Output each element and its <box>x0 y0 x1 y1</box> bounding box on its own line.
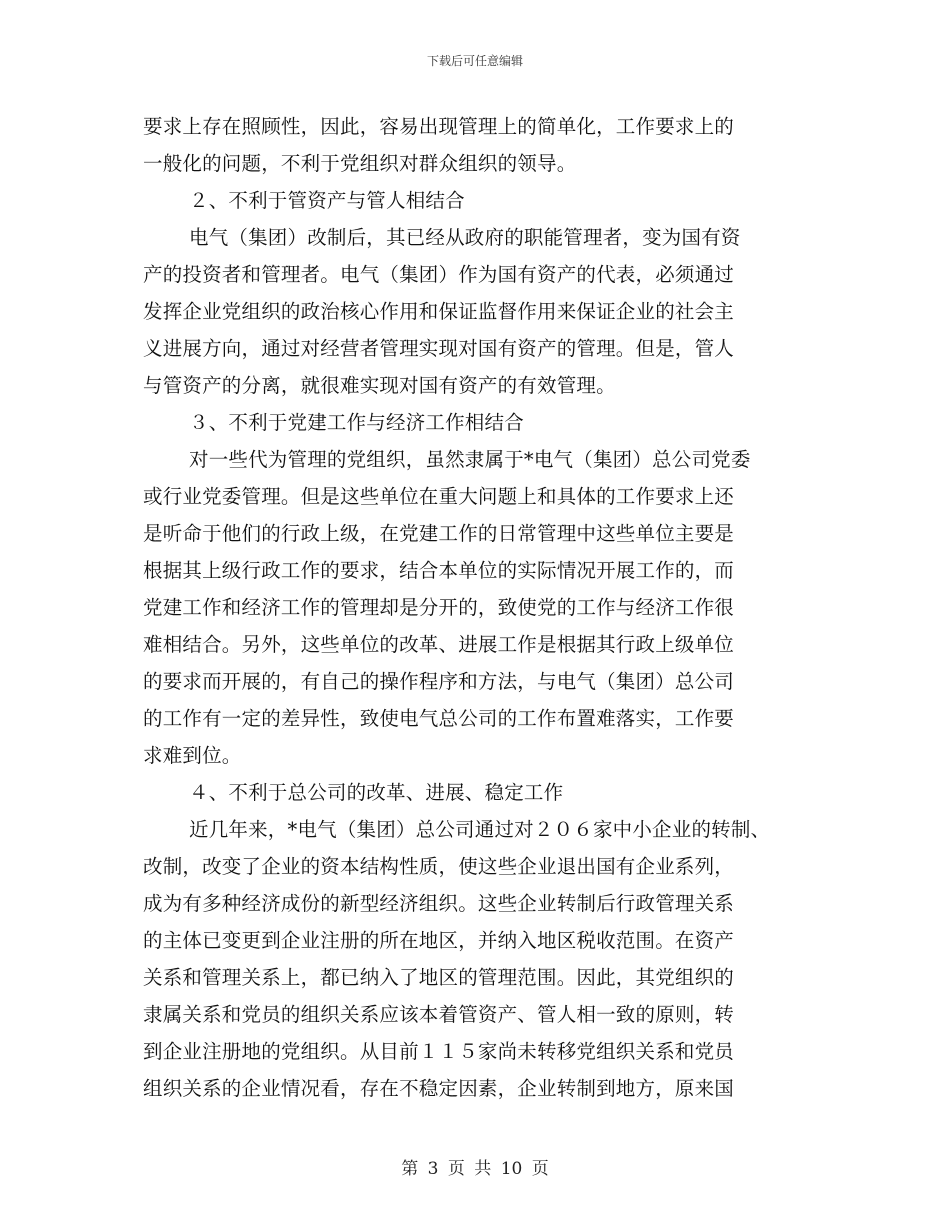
text-line: ４、不利于总公司的改革、进展、稳定工作 <box>189 781 564 804</box>
text-line: ２、不利于管资产与管人相结合 <box>189 189 465 212</box>
text-line: 的主体已变更到企业注册的所在地区，并纳入地区税收范围。在资产 <box>143 929 735 952</box>
page-header: 下载后可任意编辑 <box>426 54 523 68</box>
text-line: 的要求而开展的，有自己的操作程序和方法，与电气（集团）总公司 <box>143 670 735 693</box>
document-body <box>143 108 823 1107</box>
text-line: 求难到位。 <box>143 744 242 767</box>
text-line: 根据其上级行政工作的要求，结合本单位的实际情况开展工作的，而 <box>143 559 735 582</box>
text-line: ３、不利于党建工作与经济工作相结合 <box>189 411 524 434</box>
text-line: 成为有多种经济成份的新型经济组织。这些企业转制后行政管理关系 <box>143 892 735 915</box>
page-footer: 第 3 页 共 10 页 <box>401 1159 549 1179</box>
text-line: 与管资产的分离，就很难实现对国有资产的有效管理。 <box>143 374 616 397</box>
text-line: 的工作有一定的差异性，致使电气总公司的工作布置难落实，工作要 <box>143 707 735 730</box>
text-line: 义进展方向，通过对经营者管理实现对国有资产的管理。但是，管人 <box>143 337 735 360</box>
text-line: 难相结合。另外，这些单位的改革、进展工作是根据其行政上级单位 <box>143 633 735 656</box>
text-line: 隶属关系和党员的组织关系应该本着管资产、管人相一致的原则，转 <box>143 1003 735 1026</box>
text-line: 发挥企业党组织的政治核心作用和保证监督作用来保证企业的社会主 <box>143 300 735 323</box>
text-line: 到企业注册地的党组织。从目前１１５家尚未转移党组织关系和党员 <box>143 1040 735 1063</box>
text-line: 近几年来，*电气（集团）总公司通过对２０６家中小企业的转制、 <box>189 818 771 841</box>
text-line: 党建工作和经济工作的管理却是分开的，致使党的工作与经济工作很 <box>143 596 735 619</box>
text-line: 要求上存在照顾性，因此，容易出现管理上的简单化，工作要求上的 <box>143 115 735 138</box>
text-line: 关系和管理关系上，都已纳入了地区的管理范围。因此，其党组织的 <box>143 966 735 989</box>
text-line: 一般化的问题，不利于党组织对群众组织的领导。 <box>143 152 577 175</box>
text-line: 组织关系的企业情况看，存在不稳定因素，企业转制到地方，原来国 <box>143 1077 735 1100</box>
text-line: 产的投资者和管理者。电气（集团）作为国有资产的代表，必须通过 <box>143 263 735 286</box>
text-line: 或行业党委管理。但是这些单位在重大问题上和具体的工作要求上还 <box>143 485 735 508</box>
text-line: 是听命于他们的行政上级，在党建工作的日常管理中这些单位主要是 <box>143 522 735 545</box>
text-line: 对一些代为管理的党组织，虽然隶属于*电气（集团）总公司党委 <box>189 448 751 471</box>
text-line: 改制，改变了企业的资本结构性质，使这些企业退出国有企业系列， <box>143 855 735 878</box>
text-line: 电气（集团）改制后，其已经从政府的职能管理者，变为国有资 <box>189 226 741 249</box>
